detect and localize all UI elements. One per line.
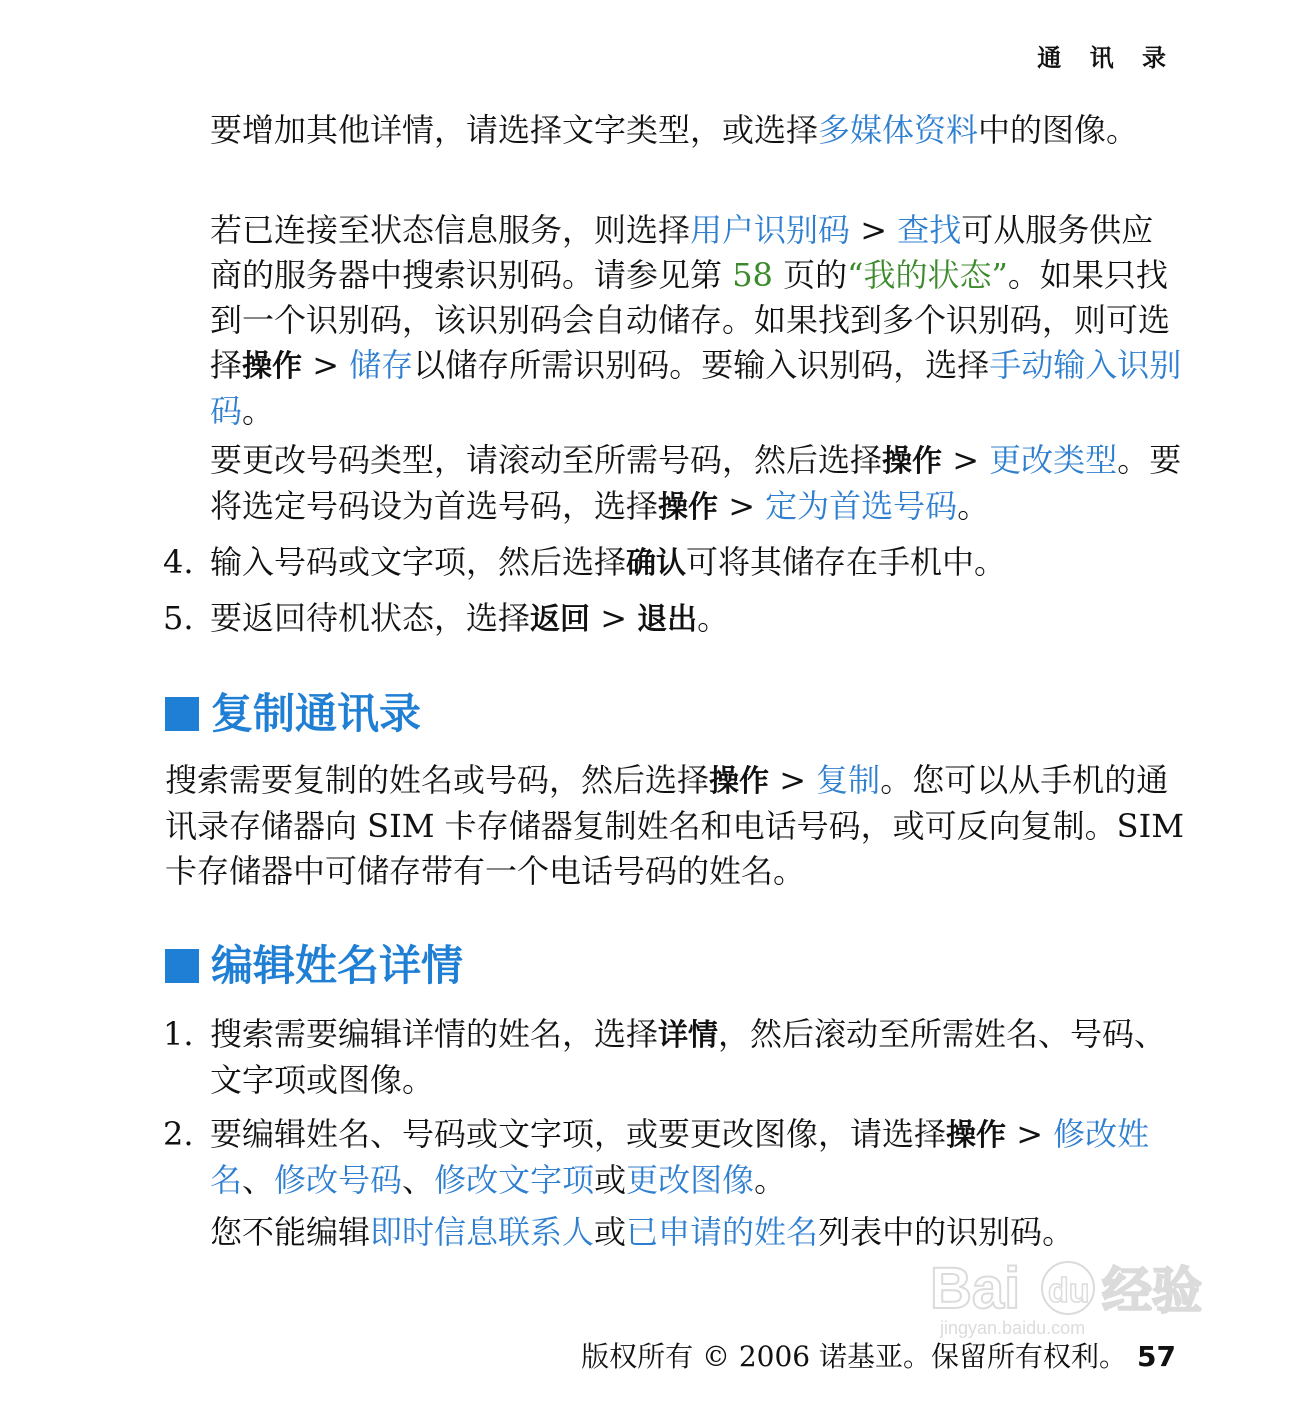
keyword-options: 操作	[882, 444, 943, 479]
link-im-contacts[interactable]: 即时信息联系人	[370, 1213, 595, 1251]
paragraph-change-type	[210, 438, 1185, 530]
text: 可从服务供应商的服务器中搜索识别码。请参见第	[210, 211, 1154, 294]
text: 列表中的识别码。	[818, 1213, 1075, 1251]
list-item-step-2	[210, 1112, 1185, 1203]
link-edit-number[interactable]: 修改号码	[274, 1161, 403, 1199]
text: 。如果只找到一个识别码，该识别码会自动储存。如果找到多个识别码，则可选择	[210, 256, 1171, 384]
link-edit-name[interactable]: 修改姓名	[210, 1115, 1150, 1199]
text: 可将其储存在手机中。	[686, 543, 1007, 581]
section-title: 复制通讯录	[211, 689, 422, 738]
text: 。您可以从手机的通讯录存储器向 SIM 卡存储器复制姓名和电话号码，或可反向复制。SIM 卡存储器中可储存带有一个电话号码的姓名。	[165, 761, 1185, 890]
link-search[interactable]: 查找	[897, 211, 962, 249]
section-heading-copy-contacts	[165, 686, 421, 742]
page-reference-number[interactable]: 58	[732, 256, 773, 294]
list-number: 4.	[163, 543, 194, 581]
keyword-exit: 退出	[637, 602, 698, 637]
text: 以储存所需识别码。要输入识别码，选择	[413, 346, 990, 384]
text: ，然后滚动至所需姓名、号码、文字项或图像。	[210, 1015, 1167, 1099]
separator: >	[850, 211, 898, 249]
paragraph-edit-note	[210, 1210, 1185, 1255]
paragraph-copy-contacts	[165, 758, 1185, 894]
text: 输入号码或文字项，然后选择	[210, 543, 627, 581]
text: 要更改号码类型，请滚动至所需号码，然后选择	[210, 441, 883, 479]
list-number: 1.	[163, 1015, 194, 1053]
keyword-back: 返回	[530, 602, 591, 637]
text: 。要将选定号码设为首选号码，选择	[210, 441, 1182, 525]
separator: >	[769, 761, 817, 799]
page-header-title: 通 讯 录	[1037, 44, 1176, 72]
section-heading-edit-details	[165, 938, 463, 994]
baidu-watermark-logo	[930, 1250, 1230, 1340]
cross-reference-my-presence[interactable]: “我的状态”	[847, 256, 1008, 294]
copyright-text: 版权所有 © 2006 诺基亚。保留所有权利。	[581, 1340, 1128, 1373]
square-bullet-icon	[165, 697, 199, 731]
list-number: 5.	[163, 599, 194, 637]
keyword-options: 操作	[946, 1118, 1007, 1153]
text: 搜索需要复制的姓名或号码，然后选择	[165, 761, 710, 799]
link-change-image[interactable]: 更改图像	[626, 1161, 755, 1199]
text: 搜索需要编辑详情的姓名，选择	[210, 1015, 659, 1053]
section-title: 编辑姓名详情	[211, 941, 464, 990]
keyword-details: 详情	[658, 1018, 719, 1053]
svg-text:du: du	[1048, 1272, 1090, 1310]
text: 。	[697, 599, 730, 637]
separator: >	[302, 346, 350, 384]
list-item-step-4	[210, 540, 1185, 586]
text: 、	[242, 1161, 275, 1199]
paragraph-presence-id	[210, 208, 1185, 434]
text: 页的	[772, 256, 848, 294]
link-user-id[interactable]: 用户识别码	[690, 211, 851, 249]
list-item-step-5	[210, 596, 1185, 642]
text: 。	[957, 487, 990, 525]
list-number: 2.	[163, 1115, 194, 1153]
page-number: 57	[1137, 1340, 1176, 1373]
svg-text:经验: 经验	[1102, 1262, 1202, 1320]
text: 若已连接至状态信息服务，则选择	[210, 211, 691, 249]
page-footer	[581, 1335, 1176, 1375]
square-bullet-icon	[165, 949, 199, 983]
text: 。	[754, 1161, 787, 1199]
text: 。	[242, 392, 275, 430]
link-save[interactable]: 储存	[349, 346, 414, 384]
paragraph-add-details	[210, 108, 1185, 153]
keyword-options: 操作	[242, 349, 303, 384]
separator: >	[942, 441, 990, 479]
separator: >	[718, 487, 766, 525]
text: 要返回待机状态，选择	[210, 599, 531, 637]
text: 要编辑姓名、号码或文字项，或要更改图像，请选择	[210, 1115, 947, 1153]
svg-text:jingyan.baidu.com: jingyan.baidu.com	[940, 1318, 1086, 1338]
link-copy[interactable]: 复制	[816, 761, 881, 799]
text: 中的图像。	[978, 111, 1139, 149]
text: 或	[594, 1161, 627, 1199]
link-set-default[interactable]: 定为首选号码	[765, 487, 958, 525]
text: 、	[402, 1161, 435, 1199]
svg-text:Bai: Bai	[930, 1256, 1021, 1321]
list-item-step-1	[210, 1012, 1185, 1103]
keyword-options: 操作	[709, 764, 770, 799]
text: 您不能编辑	[210, 1213, 371, 1251]
link-edit-text[interactable]: 修改文字项	[434, 1161, 595, 1199]
link-multimedia[interactable]: 多媒体资料	[818, 111, 979, 149]
link-manual-entry[interactable]: 手动输入识别码	[210, 346, 1182, 430]
text: 或	[594, 1213, 627, 1251]
keyword-confirm: 确认	[626, 546, 687, 581]
separator: >	[590, 599, 638, 637]
text: 要增加其他详情，请选择文字类型，或选择	[210, 111, 819, 149]
separator: >	[1006, 1115, 1054, 1153]
link-subscribed-names[interactable]: 已申请的姓名	[626, 1213, 819, 1251]
link-change-type[interactable]: 更改类型	[989, 441, 1118, 479]
keyword-options: 操作	[658, 490, 719, 525]
